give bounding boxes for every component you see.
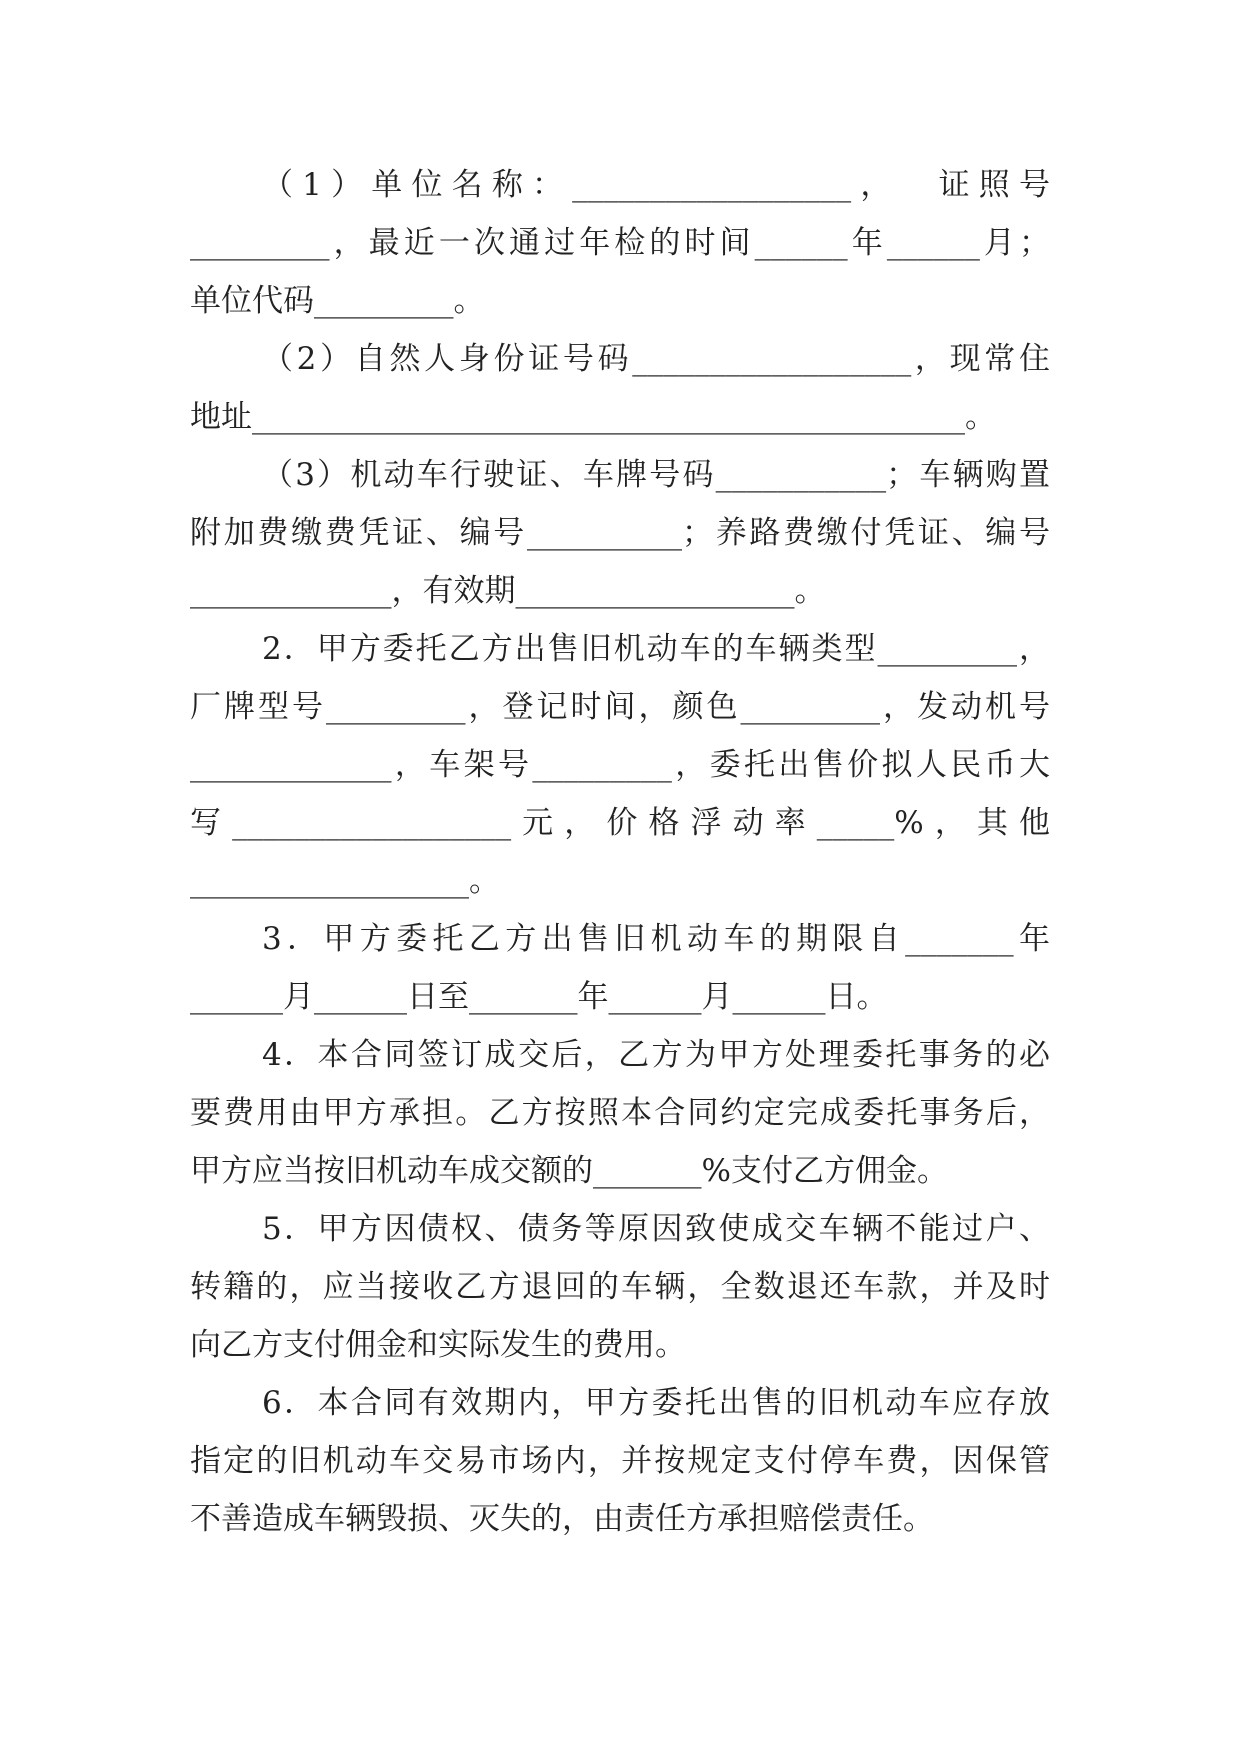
clause-4-line-1: 4．本合同签订成交后，乙方为甲方处理委托事务的必 [262,1037,1050,1073]
clause-2-line-3: _____________，车架号_________，委托出售价拟人民币大 [190,747,1050,783]
clause-5-line-3: 向乙方支付佣金和实际发生的费用。 [190,1327,686,1363]
clause-1-1-line-2: _________，最近一次通过年检的时间______年______月； [190,225,1050,261]
clause-5-line-2: 转籍的，应当接收乙方退回的车辆，全数退还车款，并及时 [190,1269,1050,1305]
clause-1-3-line-3: _____________，有效期__________________。 [190,573,826,609]
clause-1-2-line-2: 地址______________________________________________。 [190,399,996,435]
clause-1-2-line-1: （2）自然人身份证号码__________________，现常住 [262,341,1050,377]
clause-4-line-3: 甲方应当按旧机动车成交额的_______%支付乙方佣金。 [190,1153,948,1189]
clause-3-line-2: ______月______日至_______年______月______日。 [190,979,888,1015]
clause-1-1-line-1: （1）单位名称：__________________， 证照号 [262,167,1050,203]
clause-6-line-3: 不善造成车辆毁损、灭失的，由责任方承担赔偿责任。 [190,1501,934,1537]
clause-5-line-1: 5．甲方因债权、债务等原因致使成交车辆不能过户、 [262,1211,1050,1247]
clause-2-line-1: 2．甲方委托乙方出售旧机动车的车辆类型_________， [262,631,1050,667]
clause-3-line-1: 3．甲方委托乙方出售旧机动车的期限自_______年 [262,921,1050,957]
clause-2-line-2: 厂牌型号_________，登记时间，颜色_________，发动机号 [190,689,1050,725]
clause-4-line-2: 要费用由甲方承担。乙方按照本合同约定完成委托事务后， [190,1095,1050,1131]
clause-2-line-4: 写__________________元，价格浮动率_____%，其他 [190,805,1050,841]
clause-1-3-line-2: 附加费缴费凭证、编号__________；养路费缴付凭证、编号 [190,515,1050,551]
clause-6-line-1: 6．本合同有效期内，甲方委托出售的旧机动车应存放 [262,1385,1050,1421]
clause-6-line-2: 指定的旧机动车交易市场内，并按规定支付停车费，因保管 [190,1443,1050,1479]
clause-1-1-line-3: 单位代码_________。 [190,283,485,319]
clause-1-3-line-1: （3）机动车行驶证、车牌号码___________；车辆购置 [262,457,1050,493]
clause-2-line-5: __________________。 [190,863,500,899]
